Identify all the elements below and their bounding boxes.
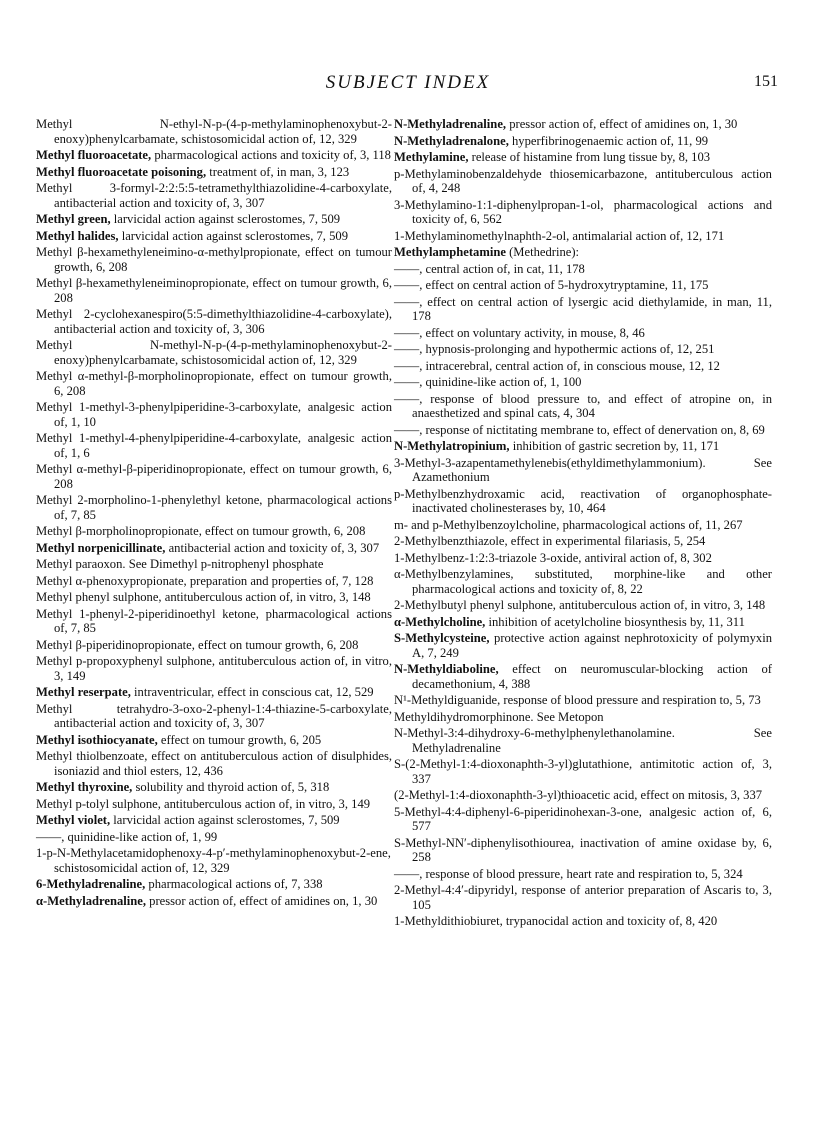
index-detail: response of blood pressure and respiration to, 5, 73: [500, 693, 761, 707]
index-detail: effect on tumour growth, 6, 208: [54, 369, 392, 398]
index-detail: larvicidal action against sclerostomes, 7, 509: [110, 813, 340, 827]
index-detail: inhibition of acetylcholine biosynthesis by, 11, 311: [485, 614, 745, 629]
index-term: Methyl α-methyl-β-morpholinopropionate,: [36, 369, 255, 383]
index-entry: [394, 631, 772, 660]
index-detail: antibacterial action and toxicity of, 3, 307: [54, 716, 265, 730]
index-detail: hypnosis-prolonging and hypothermic actions of, 12, 251: [422, 342, 715, 356]
index-detail: pharmacological actions of, 7, 85: [54, 493, 392, 522]
index-entry: [394, 456, 772, 485]
index-term: ——,: [394, 391, 423, 406]
index-entry: [394, 805, 772, 834]
index-detail: effect on tumour growth, 6, 205: [157, 732, 322, 747]
index-entry: [36, 797, 392, 812]
index-term: Methyl N-ethyl-N-p-(4-p-methylaminophenoxybut-2-enoxy)phenylcarbamate,: [36, 117, 392, 146]
index-detail: schistosomicidal action of, 12, 329: [54, 860, 230, 875]
index-term: Methyl β-hexamethyleneiminopropionate,: [36, 276, 250, 290]
index-entry: [36, 338, 392, 367]
index-detail: effect on mitosis, 3, 337: [637, 788, 763, 802]
index-detail: antituberculous action of, in vitro, 3, 148: [161, 590, 371, 604]
index-entry: [394, 662, 772, 691]
index-detail: antituberculous action of, in vitro, 3, 149: [54, 654, 392, 683]
index-entry: [36, 749, 392, 778]
index-entry: [36, 733, 392, 748]
index-detail: effect in experimental filariasis, 5, 254: [507, 534, 706, 548]
index-entry: [394, 342, 772, 357]
index-term: Methyl norpenicillinate,: [36, 540, 166, 555]
index-entry: [36, 541, 392, 556]
index-entry: [36, 654, 392, 683]
index-entry: [36, 400, 392, 429]
index-detail: antituberculous action of, in vitro, 3, 148: [555, 598, 766, 612]
index-column-right: [394, 117, 772, 929]
index-entry: [394, 229, 772, 244]
index-entry: [394, 836, 772, 865]
index-entry: [394, 788, 772, 803]
index-entry: [36, 245, 392, 274]
index-entry: [36, 590, 392, 605]
index-term: Methyl violet,: [36, 813, 111, 827]
index-entry: [36, 846, 392, 875]
index-term: 2-Methylbenzthiazole,: [394, 534, 508, 548]
index-term: Methyl tetrahydro-3-oxo-2-phenyl-1:4-thiazine-5-carboxylate,: [36, 701, 392, 716]
index-term: S-(2-Methyl-1:4-dioxonaphth-3-yl)glutathione,: [394, 757, 633, 771]
index-term: p-Methylaminobenzaldehyde thiosemicarbazone,: [394, 166, 648, 181]
index-entry: [394, 757, 772, 786]
index-term: N¹-Methyldiguanide,: [394, 693, 501, 707]
index-term: Methyl thyroxine,: [36, 780, 133, 794]
index-term: 1-Methylaminomethylnaphth-2-ol,: [394, 228, 570, 243]
index-term: Methyl paraoxon.: [36, 557, 126, 571]
index-detail: response of blood pressure to, and effect of atropine on, in anaesthetized and spinal cats, 4, 304: [412, 391, 772, 420]
index-entry: [36, 431, 392, 460]
index-detail: antiviral action of, 8, 302: [581, 550, 712, 565]
index-detail: antituberculous action of, in vitro, 3, 149: [160, 796, 371, 811]
index-detail: intraventricular, effect in conscious cat, 12, 529: [130, 685, 374, 699]
index-entry: [36, 181, 392, 210]
index-term: 1-p-N-Methylacetamidophenoxy-4-p′-methylaminophenoxybut-2-ene,: [36, 846, 391, 860]
index-entry: [394, 375, 772, 390]
index-detail: pharmacological actions of, 7, 85: [54, 606, 392, 635]
index-term: 2-Methyl-4:4′-dipyridyl,: [394, 883, 518, 897]
index-term: Methyl p-propoxyphenyl sulphone,: [36, 654, 216, 668]
index-term: ——,: [394, 375, 423, 389]
index-entry: [36, 877, 392, 892]
index-detail: effect on tumour growth, 6, 208: [54, 462, 392, 491]
index-detail: antituberculous action of, 4, 248: [412, 166, 772, 195]
index-detail: response of anterior preparation of Ascaris to, 3, 105: [412, 883, 772, 912]
index-column-left: [36, 117, 392, 908]
index-term: 2-Methylbutyl phenyl sulphone,: [394, 598, 556, 612]
index-entry: [394, 551, 772, 566]
index-detail: analgesic action of, 6, 577: [412, 804, 772, 833]
index-term: Methyl 1-methyl-4-phenylpiperidine-4-carboxylate,: [36, 431, 302, 445]
index-detail: effect on central action of lysergic acid diethylamide, in man, 11, 178: [412, 294, 772, 323]
index-detail: intracerebral, central action of, in conscious mouse, 12, 12: [422, 358, 720, 373]
index-term: 6-Methyladrenaline,: [36, 877, 146, 891]
index-detail: treatment of, in man, 3, 123: [206, 164, 350, 179]
index-term: ——,: [36, 829, 65, 844]
index-term: m- and p-Methylbenzoylcholine,: [394, 517, 560, 532]
index-entry: [36, 117, 392, 146]
page-number: 151: [754, 73, 778, 90]
index-term: (2-Methyl-1:4-dioxonaphth-3-yl)thioacetic acid,: [394, 788, 638, 802]
index-entry: [394, 245, 772, 260]
index-detail: effect on voluntary activity, in mouse, 8, 46: [422, 325, 645, 340]
index-detail: reactivation of organophosphate-inactivated cholinesterases by, 10, 464: [412, 486, 772, 515]
index-entry: [36, 813, 392, 828]
index-entry: [394, 534, 772, 549]
index-term: Methyl fluoroacetate poisoning,: [36, 164, 207, 179]
index-term: Methyl reserpate,: [36, 685, 131, 699]
index-term: S-Methyl-NN′-diphenylisothiourea,: [394, 835, 575, 850]
index-entry: [394, 134, 772, 149]
index-term: Methyl halides,: [36, 228, 119, 243]
index-entry: [394, 598, 772, 613]
index-term: Methyl phenyl sulphone,: [36, 590, 162, 604]
index-term: 1-Methyldithiobiuret,: [394, 914, 503, 928]
index-detail: trypanocidal action and toxicity of, 8, 420: [502, 914, 718, 928]
index-term: α-Methylbenzylamines,: [394, 567, 514, 581]
index-detail: antibacterial action and toxicity of, 3, 306: [54, 321, 265, 336]
index-entry: [36, 307, 392, 336]
index-entry: [394, 150, 772, 165]
index-detail: effect on tumour growth, 6, 208: [194, 637, 359, 652]
index-detail: antimitotic action of, 3, 337: [412, 757, 772, 786]
index-entry: [394, 487, 772, 516]
index-term: 3-Methyl-3-azapentamethylenebis(ethyldimethylammonium).: [394, 455, 706, 470]
index-entry: [36, 557, 392, 572]
index-entry: [394, 198, 772, 227]
index-detail: analgesic action of, 1, 6: [54, 431, 393, 460]
index-term: ——,: [394, 325, 423, 340]
index-entry: [394, 615, 772, 630]
index-entry: [394, 867, 772, 882]
index-detail: antibacterial action and toxicity of, 3, 307: [165, 540, 380, 555]
index-term: α-Methylcholine,: [394, 614, 486, 629]
index-term: Methyl thiolbenzoate,: [36, 749, 148, 763]
index-term: ——,: [394, 422, 423, 437]
index-term: Methyldihydromorphinone.: [394, 709, 534, 724]
index-term: Methyl β-hexamethyleneimino-α-methylpropionate,: [36, 245, 301, 259]
index-detail: quinidine-like action of, 1, 99: [64, 829, 218, 844]
index-term: Methylamine,: [394, 150, 469, 164]
page-title: SUBJECT INDEX: [325, 72, 491, 93]
index-entry: [36, 148, 392, 163]
index-entry: [36, 493, 392, 522]
index-entry: [36, 685, 392, 700]
index-term: Methyl 2-cyclohexanespiro(5:5-dimethylthiazolidine-4-carboxylate),: [36, 307, 392, 321]
index-entry: [394, 359, 772, 374]
index-detail: effect on tumour growth, 6, 208: [201, 524, 366, 538]
index-detail: protective action against nephrotoxicity of polymyxin A, 7, 249: [412, 631, 772, 660]
index-term: Methyl p-tolyl sulphone,: [36, 796, 161, 811]
index-detail: release of histamine from lung tissue by, 8, 103: [468, 150, 711, 164]
index-entry: [394, 693, 772, 708]
index-entry: [36, 830, 392, 845]
index-entry: [394, 117, 772, 132]
page-header: [0, 72, 816, 98]
index-detail: inhibition of gastric secretion by, 11, 171: [509, 439, 720, 453]
index-term: N-Methyl-3:4-dihydroxy-6-methylphenylethanolamine.: [394, 726, 675, 740]
index-detail: preparation and properties of, 7, 128: [186, 573, 374, 588]
index-entry: [36, 276, 392, 305]
index-detail: See Metopon: [533, 709, 604, 724]
index-detail: pressor action of, effect of amidines on, 1, 30: [146, 893, 378, 908]
index-detail: schistosomicidal action of, 12, 329: [178, 131, 357, 146]
index-term: p-Methylbenzhydroxamic acid,: [394, 486, 565, 501]
index-detail: effect on tumour growth, 6, 208: [54, 245, 392, 274]
index-entry: [394, 326, 772, 341]
index-detail: central action of, in cat, 11, 178: [422, 261, 585, 276]
index-term: Methyl 1-phenyl-2-piperidinoethyl ketone,: [36, 606, 259, 621]
index-term: ——,: [394, 866, 423, 881]
index-term: Methyl α-phenoxypropionate,: [36, 573, 187, 588]
index-term: α-Methyladrenaline,: [36, 893, 146, 908]
index-entry: [394, 567, 772, 596]
index-detail: larvicidal action against sclerostomes, 7, 509: [118, 228, 348, 243]
index-detail: substituted, morphine-like and other pharmacological actions and toxicity of, 8, 22: [412, 567, 772, 596]
index-entry: [394, 883, 772, 912]
index-term: N-Methyldiaboline,: [394, 662, 499, 676]
index-term: ——,: [394, 294, 423, 309]
index-detail: response of nictitating membrane to, effect of denervation on, 8, 69: [422, 422, 765, 437]
index-detail: pressor action of, effect of amidines on, 1, 30: [506, 117, 738, 131]
index-detail: effect on tumour growth, 6, 208: [54, 276, 393, 305]
index-term: Methyl N-methyl-N-p-(4-p-methylaminophenoxybut-2-enoxy)phenylcarbamate,: [36, 338, 392, 367]
index-entry: [394, 278, 772, 293]
index-detail: effect on central action of 5-hydroxytryptamine, 11, 175: [422, 278, 709, 292]
index-detail: antimalarial action of, 12, 171: [569, 228, 725, 243]
index-term: 1-Methylbenz-1:2:3-triazole 3-oxide,: [394, 550, 582, 565]
index-entry: [394, 167, 772, 196]
index-entry: [36, 165, 392, 180]
index-entry: [394, 295, 772, 324]
index-detail: analgesic action of, 1, 10: [54, 400, 393, 429]
index-term: ——,: [394, 278, 423, 292]
index-detail: pharmacological actions of, 11, 267: [559, 517, 743, 532]
index-term: N-Methyladrenaline,: [394, 117, 507, 131]
index-entry: [36, 462, 392, 491]
index-term: Methyl green,: [36, 212, 111, 226]
index-term: Methyl 3-formyl-2:2:5:5-tetramethylthiazolidine-4-carboxylate,: [36, 181, 392, 195]
index-detail: schistosomicidal action of, 12, 329: [178, 352, 357, 367]
index-entry: [36, 212, 392, 227]
index-term: ——,: [394, 358, 423, 373]
index-term: Methyl fluoroacetate,: [36, 148, 152, 162]
index-detail: pharmacological actions of, 7, 338: [145, 877, 323, 891]
index-entry: [36, 894, 392, 909]
index-entry: [36, 369, 392, 398]
index-entry: [394, 392, 772, 421]
index-entry: [36, 524, 392, 539]
index-entry: [36, 229, 392, 244]
index-detail: quinidine-like action of, 1, 100: [422, 375, 582, 389]
index-detail: See Azamethonium: [412, 455, 772, 484]
index-term: Methyl β-piperidinopropionate,: [36, 637, 195, 652]
index-term: Methyl isothiocyanate,: [36, 732, 158, 747]
index-detail: antibacterial action and toxicity of, 3, 307: [54, 195, 265, 210]
index-term: ——,: [394, 342, 423, 356]
index-term: Methyl 2-morpholino-1-phenylethyl ketone,: [36, 493, 263, 507]
index-entry: [36, 574, 392, 589]
index-detail: pharmacological actions and toxicity of, 6, 562: [412, 197, 772, 226]
index-term: Methyl α-methyl-β-piperidinopropionate,: [36, 462, 246, 476]
index-detail: inactivation of amine oxidase by, 6, 258: [412, 835, 772, 864]
index-term: Methyl β-morpholinopropionate,: [36, 524, 202, 538]
index-entry: [36, 780, 392, 795]
index-detail: solubility and thyroid action of, 5, 318: [132, 780, 330, 794]
index-entry: [394, 518, 772, 533]
index-detail: effect on antituberculous action of disulphides, isoniazid and thiol esters, 12, 436: [54, 749, 393, 778]
index-entry: [394, 710, 772, 725]
index-entry: [394, 914, 772, 929]
index-entry: [394, 262, 772, 277]
index-term: 3-Methylamino-1:1-diphenylpropan-1-ol,: [394, 197, 604, 212]
index-detail: effect on neuromuscular-blocking action of decamethonium, 4, 388: [412, 662, 772, 691]
index-entry: [394, 726, 772, 755]
index-detail: (Methedrine):: [505, 245, 580, 259]
index-term: N-Methylatropinium,: [394, 439, 510, 453]
index-detail: larvicidal action against sclerostomes, 7, 509: [110, 212, 341, 226]
index-entry: [36, 607, 392, 636]
index-term: Methyl 1-methyl-3-phenylpiperidine-3-carboxylate,: [36, 400, 302, 414]
index-term: N-Methyladrenalone,: [394, 133, 509, 148]
index-detail: hyperfibrinogenaemic action of, 11, 99: [508, 133, 709, 148]
index-term: ——,: [394, 261, 423, 276]
index-detail: pharmacological actions and toxicity of, 3, 118: [151, 148, 391, 162]
index-term: Methylamphetamine: [394, 245, 506, 259]
index-detail: See Methyladrenaline: [412, 726, 772, 755]
index-detail: See Dimethyl p-nitrophenyl phosphate: [125, 557, 324, 571]
index-term: 5-Methyl-4:4-diphenyl-6-piperidinohexan-3-one,: [394, 804, 642, 819]
index-entry: [394, 423, 772, 438]
index-detail: response of blood pressure, heart rate and respiration to, 5, 324: [422, 866, 743, 881]
index-entry: [36, 638, 392, 653]
index-entry: [36, 702, 392, 731]
index-term: S-Methylcysteine,: [394, 631, 490, 645]
index-entry: [394, 439, 772, 454]
